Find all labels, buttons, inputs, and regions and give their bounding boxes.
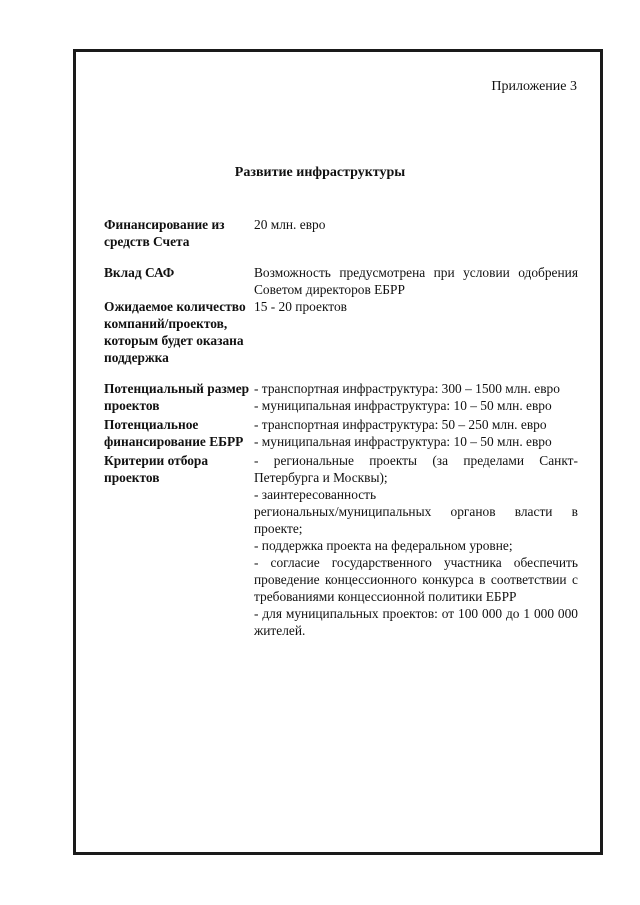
row-value [254,416,578,450]
table-row [104,416,578,450]
table-row [104,452,578,639]
value-line: 15 - 20 проектов [254,299,347,314]
row-label: Потенциальный размер проектов [104,381,250,413]
value-line: - для муниципальных проектов: от 100 000 до 1 000 000 жителей. [254,606,578,638]
value-line: региональных/муниципальных органов власти в проекте; [254,504,578,536]
value-line: - заинтересованность [254,487,377,502]
value-line: - согласие государственного участника обеспечить проведение концессионного конкурса в соответствии с требованиями концессионной политики ЕБРР [254,555,578,604]
value-line: - муниципальная инфраструктура: 10 – 50 млн. евро [254,398,552,413]
table-row [104,216,578,250]
value-line: - транспортная инфраструктура: 300 – 1500 млн. евро [254,381,560,396]
value-line: 20 млн. евро [254,217,326,232]
appendix-label: Приложение 3 [491,79,577,94]
row-label: Финансирование из средств Счета [104,217,225,249]
value-line: - муниципальная инфраструктура: 10 – 50 млн. евро [254,434,552,449]
row-value [254,452,578,639]
value-line: - поддержка проекта на федеральном уровне; [254,538,513,553]
info-table [104,216,578,653]
row-value [254,298,578,366]
page-title: Развитие инфраструктуры [234,165,406,180]
row-value [254,380,578,414]
row-value [254,216,578,250]
value-line: Возможность предусмотрена при условии одобрения Советом директоров ЕБРР [254,265,578,297]
value-line: - региональные проекты (за пределами Санкт-Петербурга и Москвы); [254,453,578,485]
row-label: Критерии отбора проектов [104,453,209,485]
row-label: Ожидаемое количество компаний/проектов, которым будет оказана поддержка [104,299,246,365]
value-line: - транспортная инфраструктура: 50 – 250 млн. евро [254,417,547,432]
row-label: Потенциальное финансирование ЕБРР [104,417,244,449]
row-value [254,264,578,298]
table-row [104,380,578,414]
row-label: Вклад САФ [104,265,175,280]
table-row [104,264,578,298]
table-row [104,298,578,366]
